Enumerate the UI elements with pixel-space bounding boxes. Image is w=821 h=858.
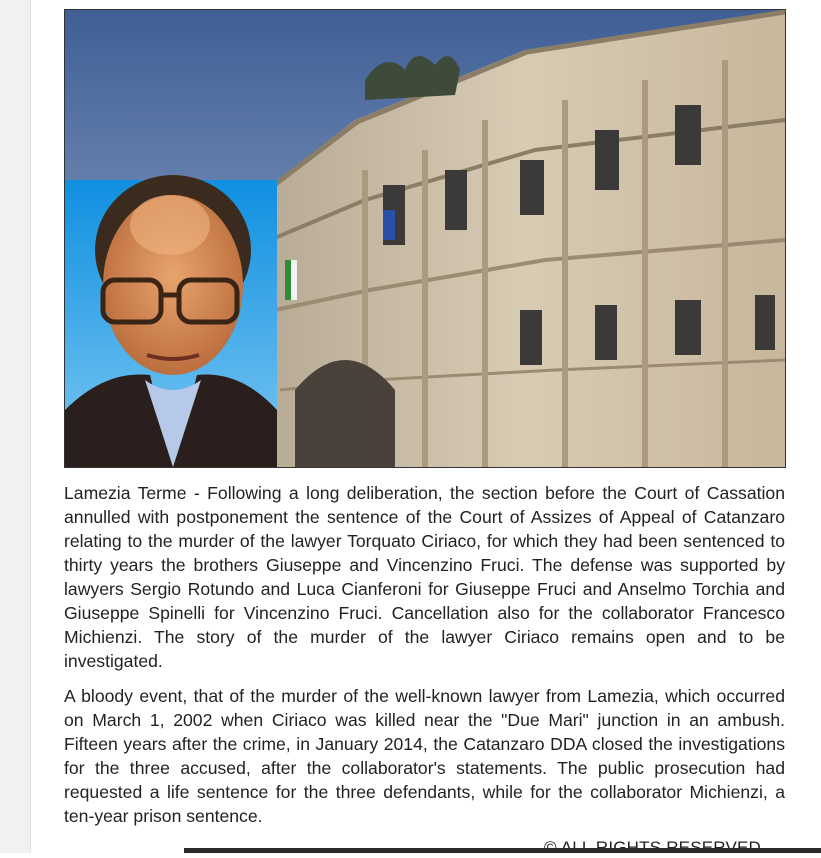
paragraph-1-text: Following a long deliberation, the section before the Court of Cassation annulled with postponement the sentence of the Court of Assizes of Appeal of Catanzaro relating to the murder of the lawyer Torquato Ciriaco, for which they had been sentenced to thirty years the brothers Giuseppe and Vincenzino Fruci. The defense was supported by lawyers Sergio Rotundo and Luca Cianferoni for Giuseppe Fruci and Anselmo Torchia and Giuseppe Spinelli for Vincenzino Fruci. Cancellation also for the collaborator Francesco Michienzi. The story of the murder of the lawyer Ciriaco remains open and to be investigated. — [64, 483, 785, 671]
article-body — [64, 481, 785, 839]
article-paragraph-1 — [64, 481, 785, 673]
left-gutter — [0, 0, 31, 853]
dateline: Lamezia Terme - — [64, 483, 200, 503]
bottom-bar — [184, 848, 821, 853]
article-photo — [64, 9, 786, 468]
article-paragraph-2: A bloody event, that of the murder of the well-known lawyer from Lamezia, which occurred on March 1, 2002 when Ciriaco was killed near the "Due Mari" junction in an ambush. Fifteen years after the crime, in January 2014, the Catanzaro DDA closed the investigations for the three accused, after the collaborator's statements. The public prosecution had requested a life sentence for the three defendants, while for the collaborator Michienzi, a ten-year prison sentence. — [64, 686, 785, 826]
photo-illustration — [65, 10, 785, 467]
